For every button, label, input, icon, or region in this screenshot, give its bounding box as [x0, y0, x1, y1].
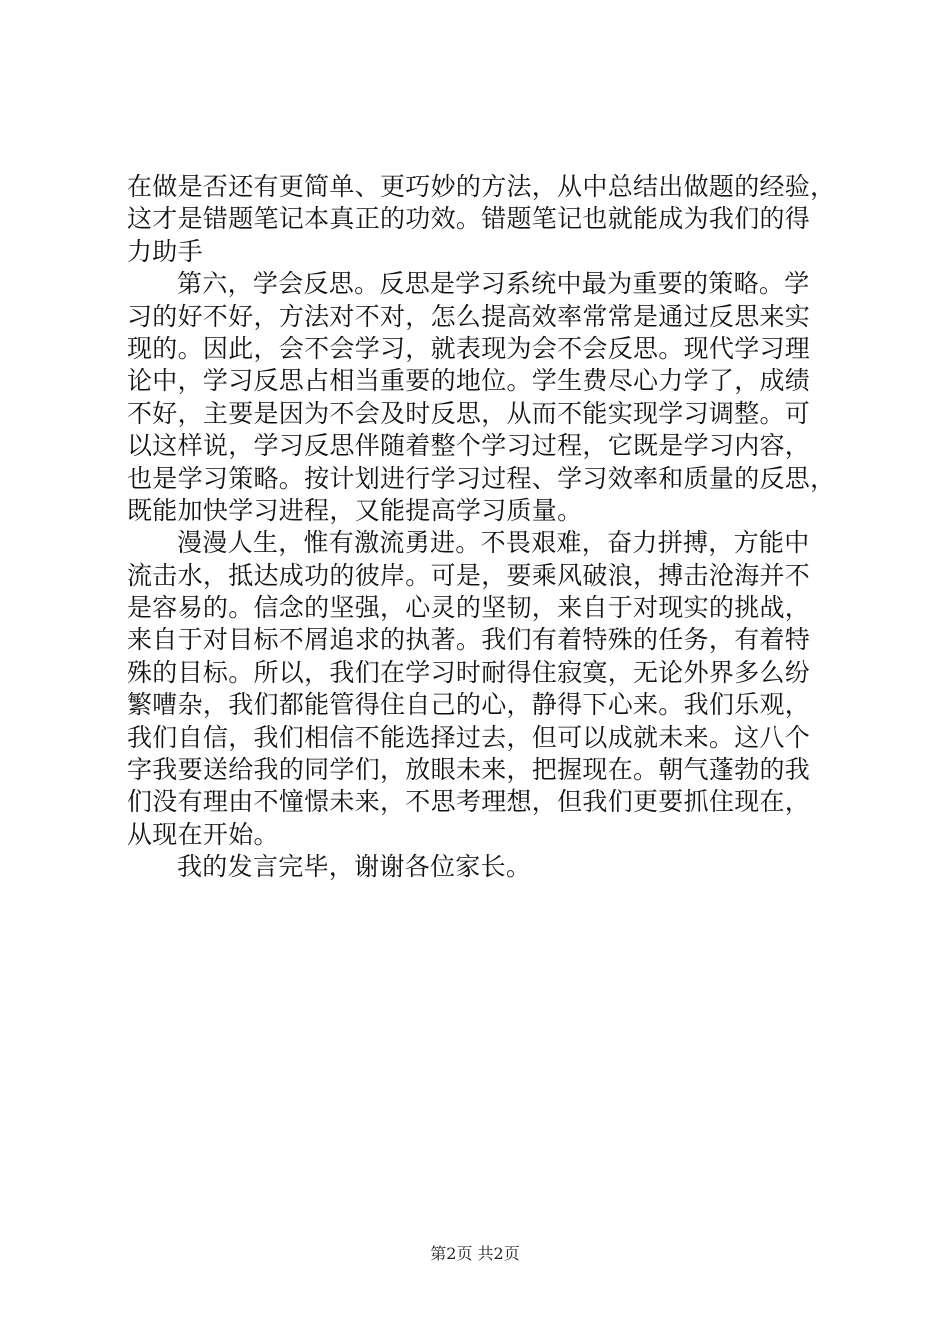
- text-line: 来自于对目标不屑追求的执著。我们有着特殊的任务，有着特: [127, 625, 811, 655]
- text-line: 字我要送给我的同学们，放眼未来，把握现在。朝气蓬勃的我: [127, 755, 811, 785]
- text-line: 论中，学习反思占相当重要的地位。学生费尽心力学了，成绩: [127, 366, 811, 396]
- text-line: 我们自信，我们相信不能选择过去，但可以成就未来。这八个: [127, 722, 811, 752]
- text-line: 不好，主要是因为不会及时反思，从而不能实现学习调整。可: [127, 398, 811, 428]
- text-line: 殊的目标。所以，我们在学习时耐得住寂寞，无论外界多么纷: [127, 657, 811, 687]
- text-line: 既能加快学习进程，又能提高学习质量。: [127, 495, 583, 525]
- text-line: 现的。因此，会不会学习，就表现为会不会反思。现代学习理: [127, 333, 811, 363]
- text-line: 力助手: [127, 236, 203, 266]
- paragraph-start-line: 漫漫人生，惟有激流勇进。不畏艰难，奋力拼搏，方能中: [177, 528, 810, 558]
- paragraph-start-line: 第六，学会反思。反思是学习系统中最为重要的策略。学: [177, 269, 810, 299]
- text-line: 是容易的。信念的坚强，心灵的坚韧，来自于对现实的挑战，: [127, 593, 811, 623]
- paragraph-start-line: 我的发言完毕，谢谢各位家长。: [177, 852, 532, 882]
- text-line: 在做是否还有更简单、更巧妙的方法，从中总结出做题的经验，: [127, 172, 836, 201]
- text-line: 们没有理由不憧憬未来，不思考理想，但我们更要抓住现在，: [127, 787, 811, 817]
- text-line: 以这样说，学习反思伴随着整个学习过程，它既是学习内容，: [127, 431, 811, 461]
- text-line: 从现在开始。: [127, 819, 279, 849]
- text-line: 也是学习策略。按计划进行学习过程、学习效率和质量的反思，: [127, 463, 836, 493]
- text-line: 繁嘈杂，我们都能管得住自己的心，静得下心来。我们乐观，: [127, 690, 811, 720]
- page-number: 第2页 共2页: [430, 1244, 520, 1263]
- text-line: 流击水，抵达成功的彼岸。可是，要乘风破浪，搏击沧海并不: [127, 560, 811, 590]
- text-line: 习的好不好，方法对不对，怎么提高效率常常是通过反思来实: [127, 301, 811, 331]
- page-footer: [0, 1244, 950, 1264]
- text-line: 这才是错题笔记本真正的功效。错题笔记也就能成为我们的得: [127, 204, 811, 234]
- body-text: [127, 171, 836, 884]
